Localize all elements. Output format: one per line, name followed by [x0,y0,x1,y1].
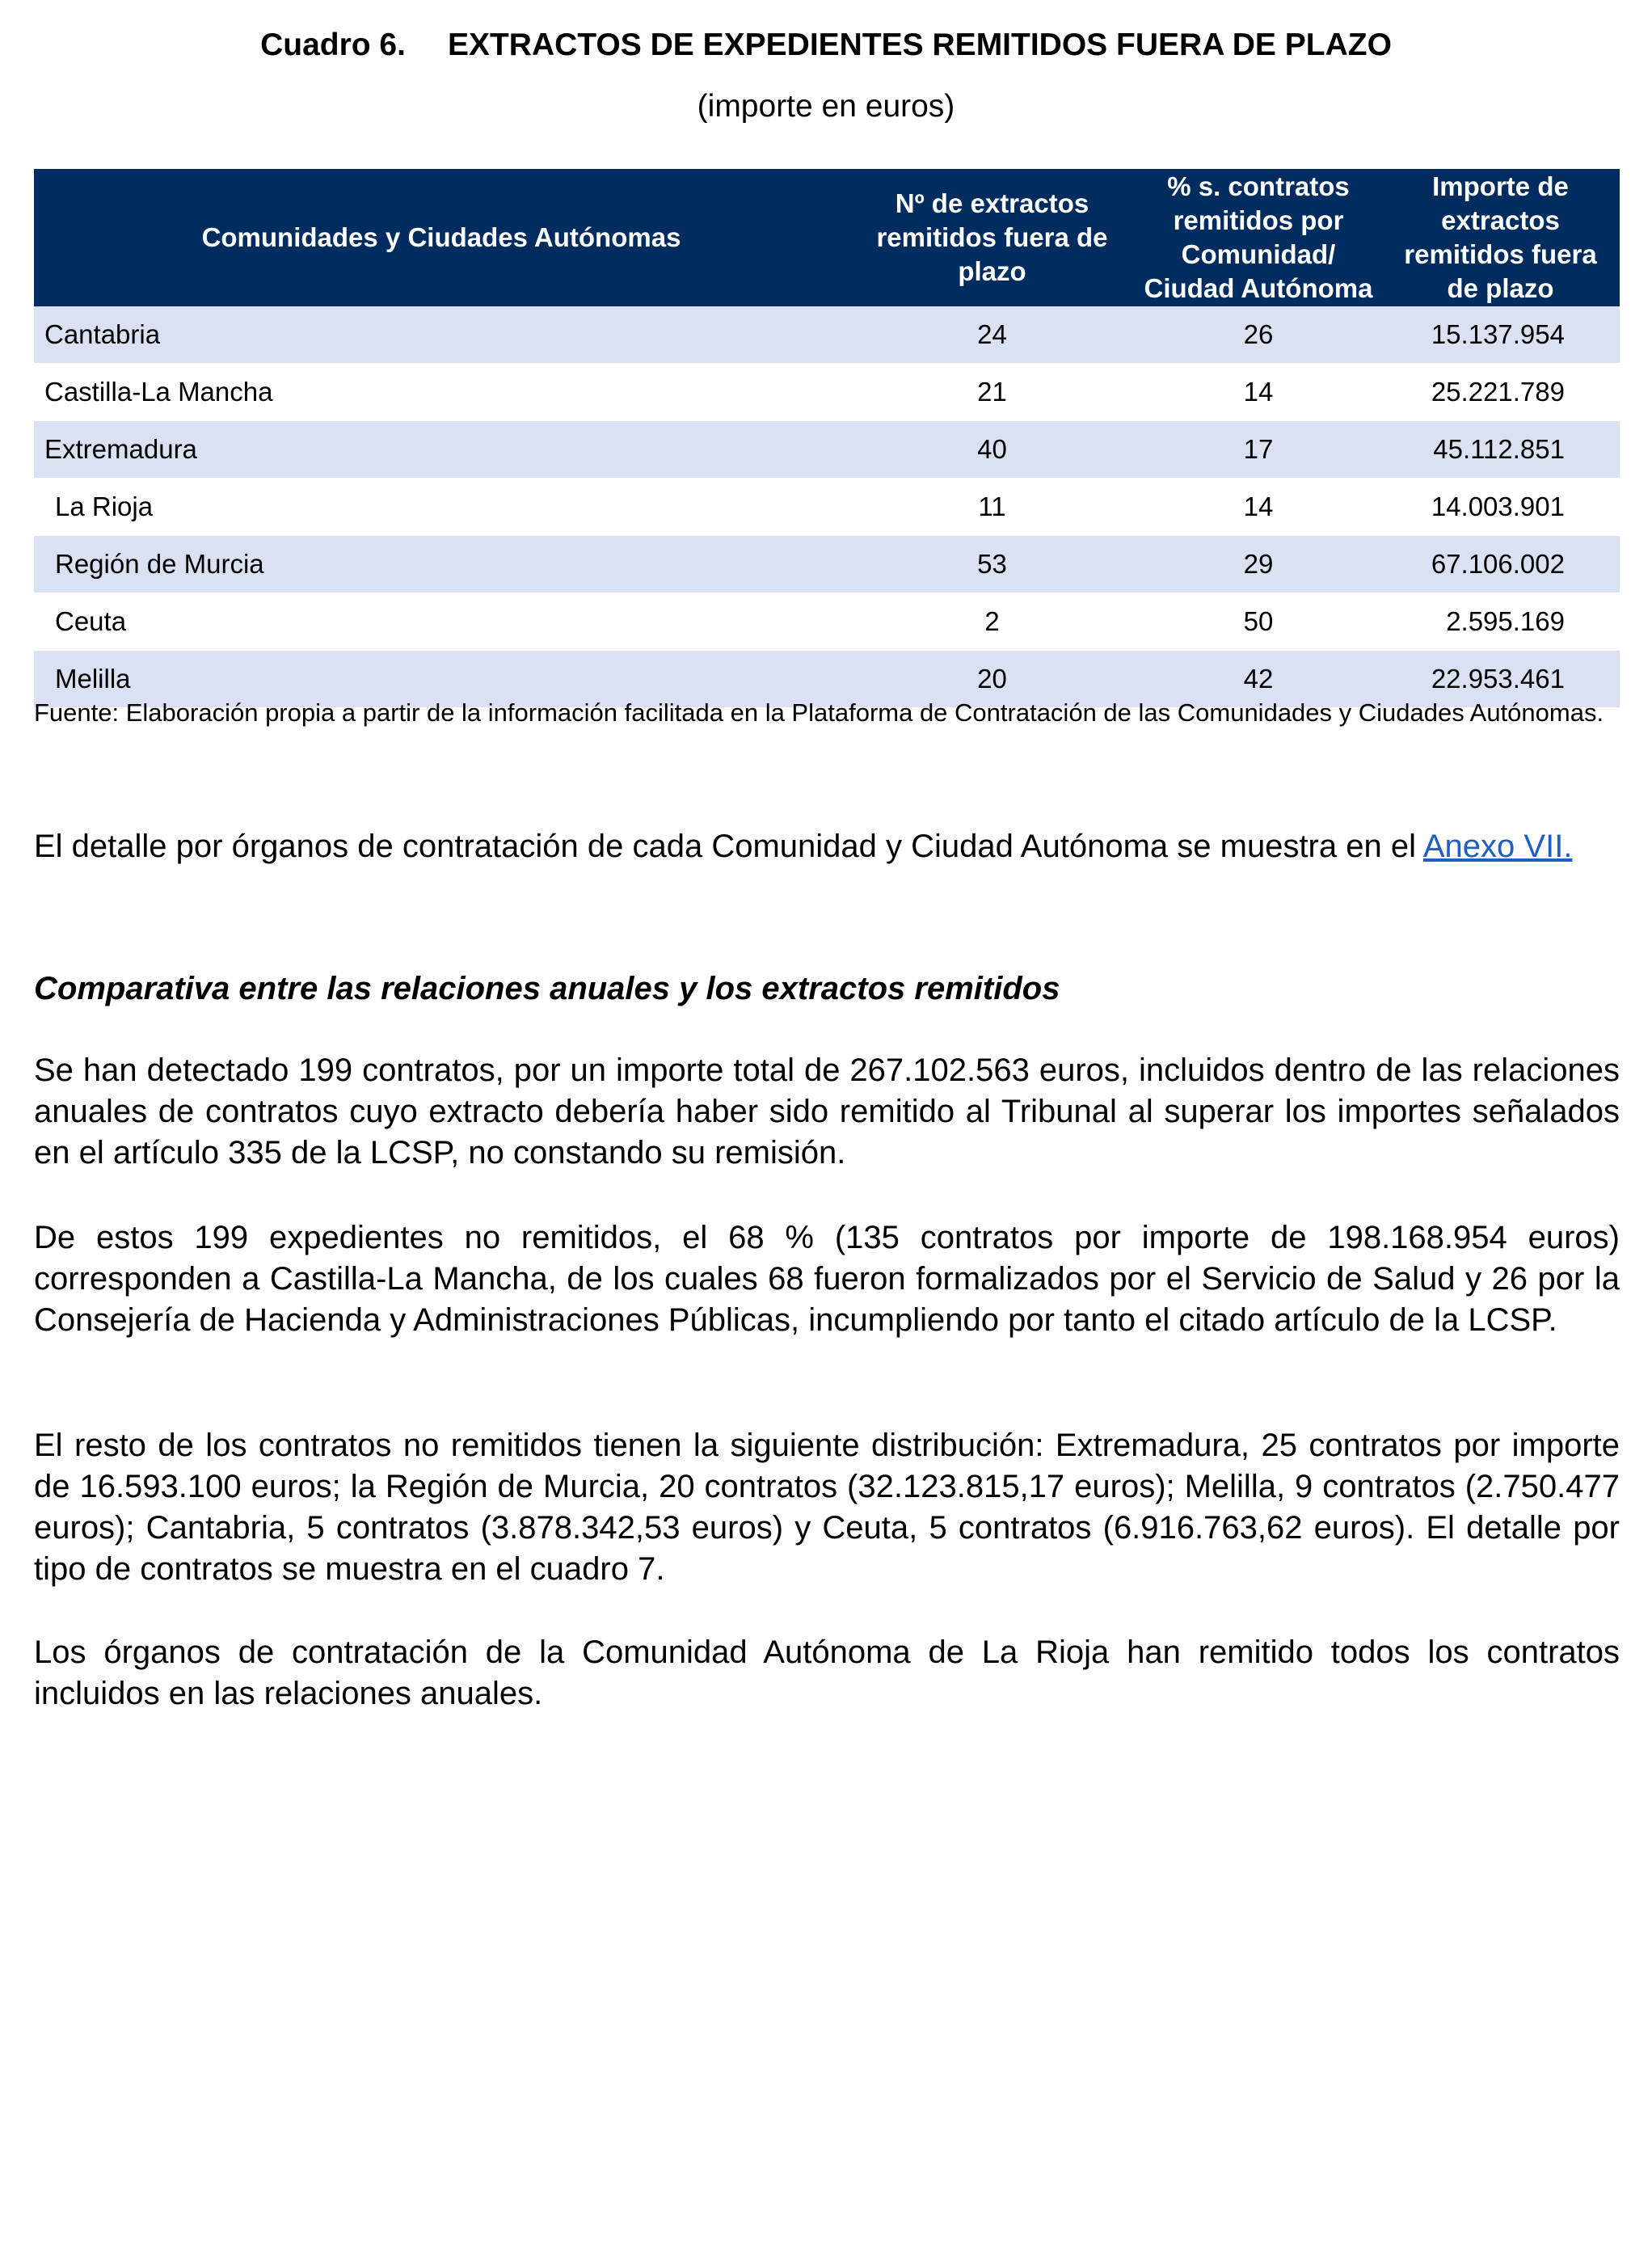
caption-title: EXTRACTOS DE EXPEDIENTES REMITIDOS FUERA DE PLAZO [447,27,1392,62]
row-extractos: 53 [849,536,1136,593]
header-importe: Importe de extractos remitidos fuera de plazo [1381,169,1620,306]
row-porcentaje: 50 [1243,606,1274,636]
row-extractos: 11 [978,491,1006,521]
table-caption [0,24,1652,66]
paragraph-la-rioja: Los órganos de contratación de la Comunidad Autónoma de La Rioja han remitido todos los contratos incluidos en las relaciones anuales. [34,1634,1620,1711]
row-name: Melilla [34,651,849,708]
table-row [34,421,1620,479]
annex-vii-link[interactable]: Anexo VII. [1422,829,1573,864]
row-porcentaje: 26 [1136,306,1381,364]
table-source-note: Fuente: Elaboración propia a partir de la información facilitada en la Plataforma de Contratación de las Comunidades y Ciudades Autónomas. [34,698,1604,727]
row-importe: 45.112.851 [1381,421,1620,479]
row-name: Región de Murcia [34,536,849,593]
row-name: Ceuta [55,606,127,636]
row-importe: 25.221.789 [1431,377,1565,407]
row-importe: 14.003.901 [1431,491,1565,521]
extracts-table [34,169,1620,708]
paragraph-detected: Se han detectado 199 contratos, por un importe total de 267.102.563 euros, incluidos dentro de las relaciones anuales de contratos cuyo extracto debería haber sido remitido al Tribunal al superar los importes señalados en el artículo 335 de la LCSP, no constando su remisión. [34,1052,1620,1171]
row-porcentaje: 42 [1136,651,1381,708]
table-row [34,364,1620,421]
row-importe: 15.137.954 [1381,306,1620,364]
header-porcentaje: % s. contratos remitidos por Comunidad/ Ciudad Autónoma [1136,169,1381,306]
table-header-row [34,169,1620,306]
row-porcentaje: 14 [1243,491,1274,521]
row-extractos: 40 [849,421,1136,479]
section-heading: Comparativa entre las relaciones anuales y los extractos remitidos [34,971,1060,1006]
caption-subtitle: (importe en euros) [697,89,955,124]
caption-number: Cuadro 6. [260,27,406,62]
row-importe: 2.595.169 [1446,606,1565,636]
row-name: Extremadura [34,421,849,479]
table-row [34,536,1620,593]
row-name: Cantabria [34,306,849,364]
header-num-extractos: Nº de extractos remitidos fuera de plazo [849,169,1136,306]
row-extractos: 20 [849,651,1136,708]
row-name: La Rioja [55,491,154,521]
table-row [34,306,1620,364]
paragraph-castilla: De estos 199 expedientes no remitidos, el 68 % (135 contratos por importe de 198.168.954 euros) corresponden a Castilla-La Mancha, de los cuales 68 fueron formalizados por el Servicio de Salud y 26 por la Consejería de Hacienda y Administraciones Públicas, incumpliendo por tanto el citado artículo de la LCSP. [34,1220,1620,1338]
header-comunidades: Comunidades y Ciudades Autónomas [34,169,849,306]
row-porcentaje: 17 [1136,421,1381,479]
row-porcentaje: 14 [1243,377,1274,407]
paragraph-annex [34,826,1620,867]
paragraph-distribution: El resto de los contratos no remitidos tienen la siguiente distribución: Extremadura, 25 contratos por importe de 16.593.100 euros; la Región de Murcia, 20 contratos (32.123.815,17 euros); Melilla, 9 contratos (2.750.477 euros); Cantabria, 5 contratos (3.878.342,53 euros) y Ceuta, 5 contratos (6.916.763,62 euros). El detalle por tipo de contratos se muestra en el cuadro 7. [34,1428,1620,1587]
row-porcentaje: 29 [1136,536,1381,593]
row-importe: 67.106.002 [1381,536,1620,593]
row-extractos: 2 [984,606,1000,636]
row-extractos: 21 [977,377,1007,407]
row-extractos: 24 [849,306,1136,364]
row-name: Castilla-La Mancha [44,377,273,407]
table-row [34,593,1620,651]
table-row [34,479,1620,536]
row-importe: 22.953.461 [1381,651,1620,708]
paragraph-annex-text: El detalle por órganos de contratación de cada Comunidad y Ciudad Autónoma se muestra en el [34,829,1423,864]
